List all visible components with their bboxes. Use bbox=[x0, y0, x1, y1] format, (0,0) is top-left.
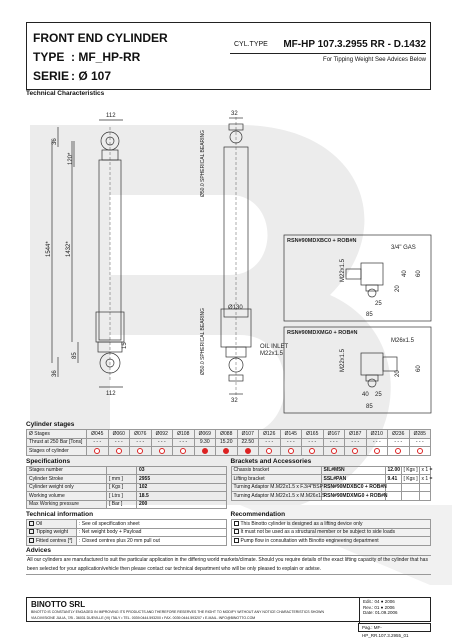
oil-thread-label: M22x1.5 bbox=[260, 351, 284, 357]
oil-inlet-label: OIL INLET bbox=[260, 344, 289, 350]
spec-value: 102 bbox=[137, 483, 227, 492]
stage-dot-icon bbox=[94, 448, 100, 454]
checkbox-icon bbox=[29, 538, 34, 543]
stage-header-cell: Ø088 bbox=[216, 430, 238, 439]
stage-header-cell: Ø187 bbox=[345, 430, 367, 439]
spec-value: 03 bbox=[137, 466, 227, 475]
checkbox-icon bbox=[234, 521, 239, 526]
detail1-40-v: 40 bbox=[402, 270, 408, 277]
detail2-m2: M22x1.5 bbox=[340, 348, 346, 372]
stage-dot-cell bbox=[216, 447, 238, 456]
bracket-unit bbox=[401, 492, 419, 501]
thrust-cell: 22.50 bbox=[237, 438, 259, 447]
stage-dot-icon bbox=[352, 448, 358, 454]
checkbox-icon bbox=[234, 529, 239, 534]
thrust-cell: - - - bbox=[388, 438, 410, 447]
detail2-40: 40 bbox=[362, 392, 369, 398]
bracket-unit: [ Kgs ] bbox=[401, 475, 419, 484]
thrust-cell: - - - bbox=[280, 438, 302, 447]
bracket-row bbox=[231, 483, 431, 492]
thrust-cell: - - - bbox=[366, 438, 388, 447]
dim-85: 85 bbox=[72, 352, 78, 359]
stage-dot-cell bbox=[194, 447, 216, 456]
company-name: BINOTTO SRL bbox=[31, 600, 86, 609]
bracket-weight bbox=[385, 483, 401, 492]
thrust-cell: - - - bbox=[302, 438, 324, 447]
stage-header-cell: Ø108 bbox=[173, 430, 195, 439]
checkbox-icon bbox=[234, 538, 239, 543]
bearing-top-label: Ø50.0 SPHERICAL BEARING bbox=[200, 129, 206, 197]
spec-label: Cylinder Stroke bbox=[27, 475, 107, 484]
stages-title: Cylinder stages bbox=[26, 421, 75, 428]
stage-dot-cell bbox=[108, 447, 130, 456]
thrust-cell: - - - bbox=[87, 438, 109, 447]
thrust-row bbox=[27, 438, 431, 447]
stage-header-cell: Ø210 bbox=[366, 430, 388, 439]
bearing-bot-label: Ø50.0 SPHERICAL BEARING bbox=[200, 307, 206, 375]
title-left bbox=[33, 29, 168, 86]
stage-dot-cell bbox=[409, 447, 431, 456]
recommend-text: It must not be used as a structural member or be subject to side loads bbox=[231, 528, 431, 537]
stage-dot-cell bbox=[388, 447, 410, 456]
stages-dots-row bbox=[27, 447, 431, 456]
stage-header-cell: Ø045 bbox=[87, 430, 109, 439]
stage-dot-cell bbox=[366, 447, 388, 456]
specs-title: Specifications bbox=[26, 457, 71, 465]
stages-header-row bbox=[27, 430, 431, 439]
section-technical: Technical Characteristics bbox=[26, 90, 105, 97]
detail1-60: 60 bbox=[416, 270, 422, 277]
stage-dot-icon bbox=[137, 448, 143, 454]
dim-120: 120* bbox=[68, 152, 74, 165]
spec-label: Cylinder weight only bbox=[27, 483, 107, 492]
stages-label: Stages of cylinder bbox=[27, 447, 87, 456]
bracket-unit bbox=[401, 483, 419, 492]
stage-header-cell: Ø285 bbox=[409, 430, 431, 439]
stage-dot-cell bbox=[259, 447, 281, 456]
advices-text: All our cylinders are manufactured to suit the particular application in the differing world markets/climate. Should you require details of the exact lifting capacity of the cylinder that has been selected for your application/vehicle then please contact our technical department who will be only pleased to explain or advise. bbox=[26, 555, 431, 575]
stage-dot-icon bbox=[202, 448, 208, 454]
tipping-note: For Tipping Weight See Advices Below bbox=[323, 57, 426, 63]
detail1-20: 20 bbox=[395, 285, 401, 292]
stage-header-cell: Ø145 bbox=[280, 430, 302, 439]
bracket-row bbox=[231, 492, 431, 501]
stage-dot-icon bbox=[288, 448, 294, 454]
checkbox-icon bbox=[29, 529, 34, 534]
recommend-row bbox=[231, 520, 431, 529]
stages-table bbox=[26, 429, 431, 456]
dim-32-bot: 32 bbox=[231, 398, 238, 404]
detail1-gas: 3/4" GAS bbox=[391, 245, 416, 251]
bracket-label: Turning Adaptor M.M22x1.5 x F.3/4"BSP bbox=[231, 483, 321, 492]
detail1-85: 85 bbox=[366, 312, 373, 318]
stage-header-cell: Ø092 bbox=[151, 430, 173, 439]
spec-value: 2955 bbox=[137, 475, 227, 484]
thrust-cell: - - - bbox=[173, 438, 195, 447]
recommend-text: Pump flow in consultation with Binotto engineering department bbox=[231, 537, 431, 546]
techinfo-value: : Net weight body + Payload bbox=[77, 528, 227, 537]
thrust-cell: 15.20 bbox=[216, 438, 238, 447]
bracket-qty bbox=[419, 492, 431, 501]
technical-information bbox=[26, 510, 227, 546]
bracket-unit: [ Kgs ] bbox=[401, 466, 419, 475]
techinfo-row bbox=[27, 528, 227, 537]
stage-header-cell: Ø236 bbox=[388, 430, 410, 439]
stage-dot-icon bbox=[116, 448, 122, 454]
brackets bbox=[231, 457, 432, 510]
thrust-cell: - - - bbox=[345, 438, 367, 447]
recommend-table bbox=[231, 519, 432, 546]
bracket-qty: x 1 = bbox=[419, 475, 431, 484]
stage-dot-icon bbox=[245, 448, 251, 454]
detail1-m: M22x1.5 bbox=[340, 258, 346, 282]
stage-dot-icon bbox=[309, 448, 315, 454]
thrust-cell: - - - bbox=[259, 438, 281, 447]
stage-dot-icon bbox=[374, 448, 380, 454]
spec-row bbox=[27, 492, 227, 501]
title-block bbox=[26, 22, 431, 90]
title-divider bbox=[230, 53, 426, 54]
specs-table bbox=[26, 466, 227, 510]
bracket-code: RSN#90MDXBC0 + ROB#N bbox=[321, 483, 385, 492]
specifications bbox=[26, 457, 227, 510]
bracket-code: RSN#90MDXMG0 + ROB#N bbox=[321, 492, 385, 501]
spec-unit: [ Kgs ] bbox=[107, 483, 137, 492]
spec-unit: [ Ltrs ] bbox=[107, 492, 137, 501]
bracket-label: Chassis bracket bbox=[231, 466, 321, 475]
footer-note-1: BINOTTO IS CONSTANTLY ENGAGED IN IMPROVING ITS PRODUCTS AND THEREFORE RESERVES THE RIGHT TO MODIFY WITHOUT ANY NOTICE CHARACTERISTICS SHOWN bbox=[31, 610, 325, 614]
dim-1432: 1432* bbox=[66, 241, 72, 257]
detail2-m: M26x1.5 bbox=[391, 338, 415, 344]
cyl-code: MF-HP 107.3.2955 RR - D.1432 bbox=[283, 39, 426, 50]
bracket-code: SIL#M5N bbox=[321, 466, 385, 475]
thrust-label: Thrust at 250 Bar [Tons] bbox=[27, 438, 87, 447]
page-code: Pag.: MF-HP_RR.107.3.2955_01 bbox=[358, 623, 431, 632]
bracket-weight: 9.41 bbox=[385, 475, 401, 484]
stage-dot-cell bbox=[87, 447, 109, 456]
spec-row bbox=[27, 500, 227, 509]
stage-dot-cell bbox=[151, 447, 173, 456]
stage-header-cell: Ø060 bbox=[108, 430, 130, 439]
spec-value: 200 bbox=[137, 500, 227, 509]
detail1-title: RSN#90MDXBC0 + ROB#N bbox=[287, 238, 357, 244]
techinfo-title: Technical information bbox=[26, 511, 94, 518]
bracket-qty: x 1 = bbox=[419, 466, 431, 475]
footer-note-2: VIA DIVISIONE JULIA, 7/B - 36031 DUEVILLE (VI) ITALY • TEL. 0039.0444.593200 • FAX. 0039.0444.593207 • E-MAIL. INFO@BINOTTO.COM bbox=[31, 616, 256, 620]
title-line2: TYPE : MF_HP-RR bbox=[33, 50, 141, 64]
techinfo-label: Oil bbox=[27, 520, 77, 529]
dim-15: 15 bbox=[122, 342, 128, 349]
advices-title: Advices bbox=[26, 546, 51, 554]
detail2-85: 85 bbox=[366, 404, 373, 410]
thrust-cell: - - - bbox=[409, 438, 431, 447]
stage-header-cell: Ø Stages bbox=[27, 430, 87, 439]
techinfo-value: : Closed centres plus 20 mm pull out bbox=[77, 537, 227, 546]
spec-unit bbox=[107, 466, 137, 475]
dim-1544: 1544* bbox=[46, 241, 52, 257]
title-line1: FRONT END CYLINDER bbox=[33, 31, 168, 45]
bracket-label: Lifting bracket bbox=[231, 475, 321, 484]
recommend-title: Recommendation bbox=[230, 511, 286, 518]
stage-dot-cell bbox=[237, 447, 259, 456]
spec-value: 18.5 bbox=[137, 492, 227, 501]
checkbox-icon bbox=[29, 521, 34, 526]
stage-dot-icon bbox=[395, 448, 401, 454]
stage-dot-cell bbox=[323, 447, 345, 456]
bracket-code: SSL#PAN bbox=[321, 475, 385, 484]
stage-dot-icon bbox=[159, 448, 165, 454]
spec-label: Working volume bbox=[27, 492, 107, 501]
spec-unit: [ mm ] bbox=[107, 475, 137, 484]
techinfo-label: Tipping weight bbox=[27, 528, 77, 537]
stage-header-cell: Ø076 bbox=[130, 430, 152, 439]
cyl-type-label: CYL.TYPE bbox=[234, 41, 268, 48]
thrust-cell: - - - bbox=[323, 438, 345, 447]
thrust-cell: - - - bbox=[151, 438, 173, 447]
stage-header-cell: Ø126 bbox=[259, 430, 281, 439]
stage-dot-icon bbox=[331, 448, 337, 454]
bracket-qty bbox=[419, 483, 431, 492]
bracket-weight: 12.00 bbox=[385, 466, 401, 475]
stage-header-cell: Ø107 bbox=[237, 430, 259, 439]
thrust-cell: 9.30 bbox=[194, 438, 216, 447]
thrust-cell: - - - bbox=[108, 438, 130, 447]
stage-dot-cell bbox=[302, 447, 324, 456]
stage-dot-cell bbox=[280, 447, 302, 456]
dim-36-top: 36 bbox=[52, 138, 58, 145]
techinfo-value: : See oil specification sheet bbox=[77, 520, 227, 529]
spec-label: Stages number bbox=[27, 466, 107, 475]
recommend-row bbox=[231, 537, 431, 546]
dim-32-top: 32 bbox=[231, 111, 238, 117]
stage-header-cell: Ø069 bbox=[194, 430, 216, 439]
dim-130: Ø130 bbox=[228, 305, 243, 311]
stage-dot-cell bbox=[345, 447, 367, 456]
stage-dot-icon bbox=[266, 448, 272, 454]
stage-dot-cell bbox=[173, 447, 195, 456]
rev-line: Rev.: 01 ● 2006 bbox=[363, 604, 395, 610]
stage-header-cell: Ø167 bbox=[323, 430, 345, 439]
stage-dot-icon bbox=[417, 448, 423, 454]
bracket-label: Turning Adaptor M.M22x1.5 x M.M26x1.5 bbox=[231, 492, 321, 501]
footer bbox=[26, 597, 431, 622]
edition-block bbox=[359, 598, 432, 623]
stage-header-cell: Ø165 bbox=[302, 430, 324, 439]
data-tables bbox=[26, 420, 431, 575]
bracket-row bbox=[231, 475, 431, 484]
spec-row bbox=[27, 483, 227, 492]
cylinder-drawing bbox=[26, 97, 431, 415]
spec-unit: [ Bar ] bbox=[107, 500, 137, 509]
recommendation bbox=[231, 510, 432, 546]
brackets-title: Brackets and Accessories bbox=[230, 457, 312, 465]
dim-36-bot: 36 bbox=[52, 370, 58, 377]
detail2-60: 60 bbox=[416, 365, 422, 372]
date-line: Date: 01.09.2006 bbox=[363, 610, 398, 615]
detail2-title: RSN#90MDXMG0 + ROB#N bbox=[287, 330, 358, 336]
thrust-cell: - - - bbox=[130, 438, 152, 447]
edit-line: Edit.: 04 ● 2006 bbox=[363, 599, 395, 604]
dim-112-top: 112 bbox=[106, 113, 116, 119]
spec-row bbox=[27, 475, 227, 484]
brackets-table bbox=[231, 466, 432, 501]
stage-dot-icon bbox=[180, 448, 186, 454]
spec-label: Max Working pressure bbox=[27, 500, 107, 509]
detail2-25: 25 bbox=[375, 392, 382, 398]
spec-row bbox=[27, 466, 227, 475]
techinfo-label: Fitted centres [*] bbox=[27, 537, 77, 546]
techinfo-table bbox=[26, 519, 227, 546]
dim-112-bot: 112 bbox=[106, 391, 116, 397]
recommend-text: This Binotto cylinder is designed as a lifting device only bbox=[231, 520, 431, 529]
stage-dot-cell bbox=[130, 447, 152, 456]
stage-dot-icon bbox=[223, 448, 229, 454]
recommend-row bbox=[231, 528, 431, 537]
detail2-20: 20 bbox=[395, 370, 401, 377]
title-line3: SERIE : Ø 107 bbox=[33, 69, 112, 83]
techinfo-row bbox=[27, 537, 227, 546]
detail1-25: 25 bbox=[375, 301, 382, 307]
techinfo-row bbox=[27, 520, 227, 529]
bracket-row bbox=[231, 466, 431, 475]
